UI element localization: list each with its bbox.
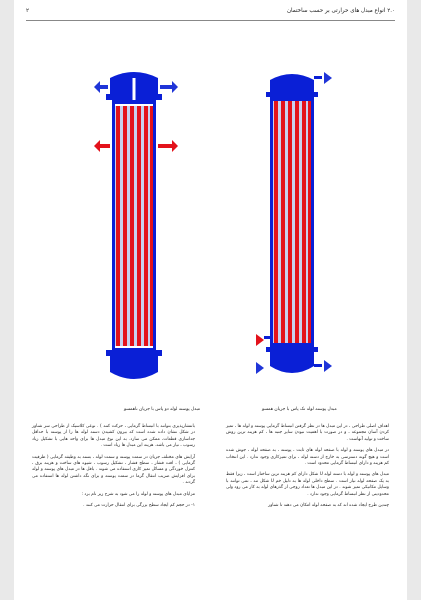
paragraph: آرایش های مختلف جریان در سمت پوسته و سمت لوله ، بسته به وظیفه گرمایی ( ظرفیت گرمایی ) ، افت فشار ، سطح فشار ، تشکیل رسوب ، شیوه های ساخت و هزینه برق ، کنترل خوردگی و مسائل تمیز کاری استفاده می شوند . بافل ها در مبدل های پوسته و لوله برای افزایش ضریب انتقال گرما در سمت پوسته و برای نگه داشتن لوله ها استفاده می گردند . [32, 454, 195, 486]
hot-arrow-in [94, 140, 110, 152]
document-page [14, 0, 407, 600]
left-text-column [32, 424, 195, 514]
chapter-title: ۲.۰ انواع مبدل های حرارتی بر حسب ساختمان [286, 8, 395, 14]
tube-bundle [115, 104, 153, 346]
paragraph: چندین طرح ایجاد شده اند که به صفحه لوله امکان می دهند تا شناور [268, 503, 389, 509]
page-number: ۲ [26, 8, 30, 14]
paragraph: مبدل های پوسته و لوله با دسته لوله U شکل دارای کم هزینه ترین ساختار است ، زیرا فقط به یک صفحه لوله نیاز است . سطح داخلی لوله ها به دلیل خم U شکل تند ، نمی توانند با وسایل مکانیکی تمیز شوند . در این مبدل ها تعداد زوجی از گذرهای لوله به کار می رود ولی محدودیتی از نظر انبساط گرمایی وجود ندارد . [226, 472, 389, 497]
paragraph: ۱- در حجم کم ایجاد سطح بزرگی برای انتقال حرارت می کنند . [83, 503, 195, 509]
single-pass-exchanger-figure [232, 64, 352, 394]
left-figure-caption: مبدل پوسته لوله دو پاس با جریان ناهمسو [124, 407, 201, 412]
top-head [270, 74, 314, 94]
paragraph: در مبدل های پوسته و لوله با صفحه لوله های ثابت ، پوسته ، به صفحه لوله ، جوش شده است و هیچ گونه دسترسی به خارج از دسته لوله ، برای تمیزکاری وجود ندارد . این انتخاب کم هزینه و دارای انبساط گرمایی محدود است . [226, 448, 389, 467]
cold-arrow-out [160, 81, 178, 93]
hot-arrow-out [158, 140, 178, 152]
two-pass-exchanger-figure [74, 64, 194, 394]
header-rule [26, 20, 395, 21]
page-header [26, 6, 395, 20]
cold-arrow-in [256, 362, 264, 374]
paragraph: مزایای مبدل های پوسته و لوله را می شود به شرح زیر نام برد : [81, 491, 195, 497]
right-text-column [226, 424, 389, 514]
cold-arrow-in [94, 81, 108, 93]
hot-arrow-in [256, 334, 264, 346]
bottom-flange [106, 350, 162, 356]
paragraph: اهداف اصلی طراحی ، در این مبدل ها در نظر گرفتن انبساط گرمایی پوسته و لوله ها ، تمیز کردن آسان مجموعه ، و در صورت با اهمیت نبودن سایر جنبه ها ، کم هزینه ترین روش ساخت و تولید آنهاست . [226, 424, 389, 442]
paragraph: بانتشارپذیری بتوانند با انبساط گرمایی ، حرکت کنند ) . نوعی کلاسیک از طراحی سر شناور در شکل نشان داده شده است که بیرون کشیدن دسته لوله ها را از پوسته با حداقل جداسازی قطعات، ممکن می سازد. به این نوع مبدل ها برای واحد هایی با تشکیل زیاد رسوب ، نیاز می باشد. هزینه این مبدل ها زیاد است . [32, 424, 195, 449]
tube-bundle [273, 101, 311, 343]
bottom-head [270, 352, 314, 373]
bottom-head [110, 356, 158, 379]
cold-arrow-out [324, 72, 332, 84]
cold-arrow-out-bottom [324, 360, 332, 372]
right-figure-caption: مبدل پوسته لوله تک پاس با جریان همسو [262, 407, 337, 412]
